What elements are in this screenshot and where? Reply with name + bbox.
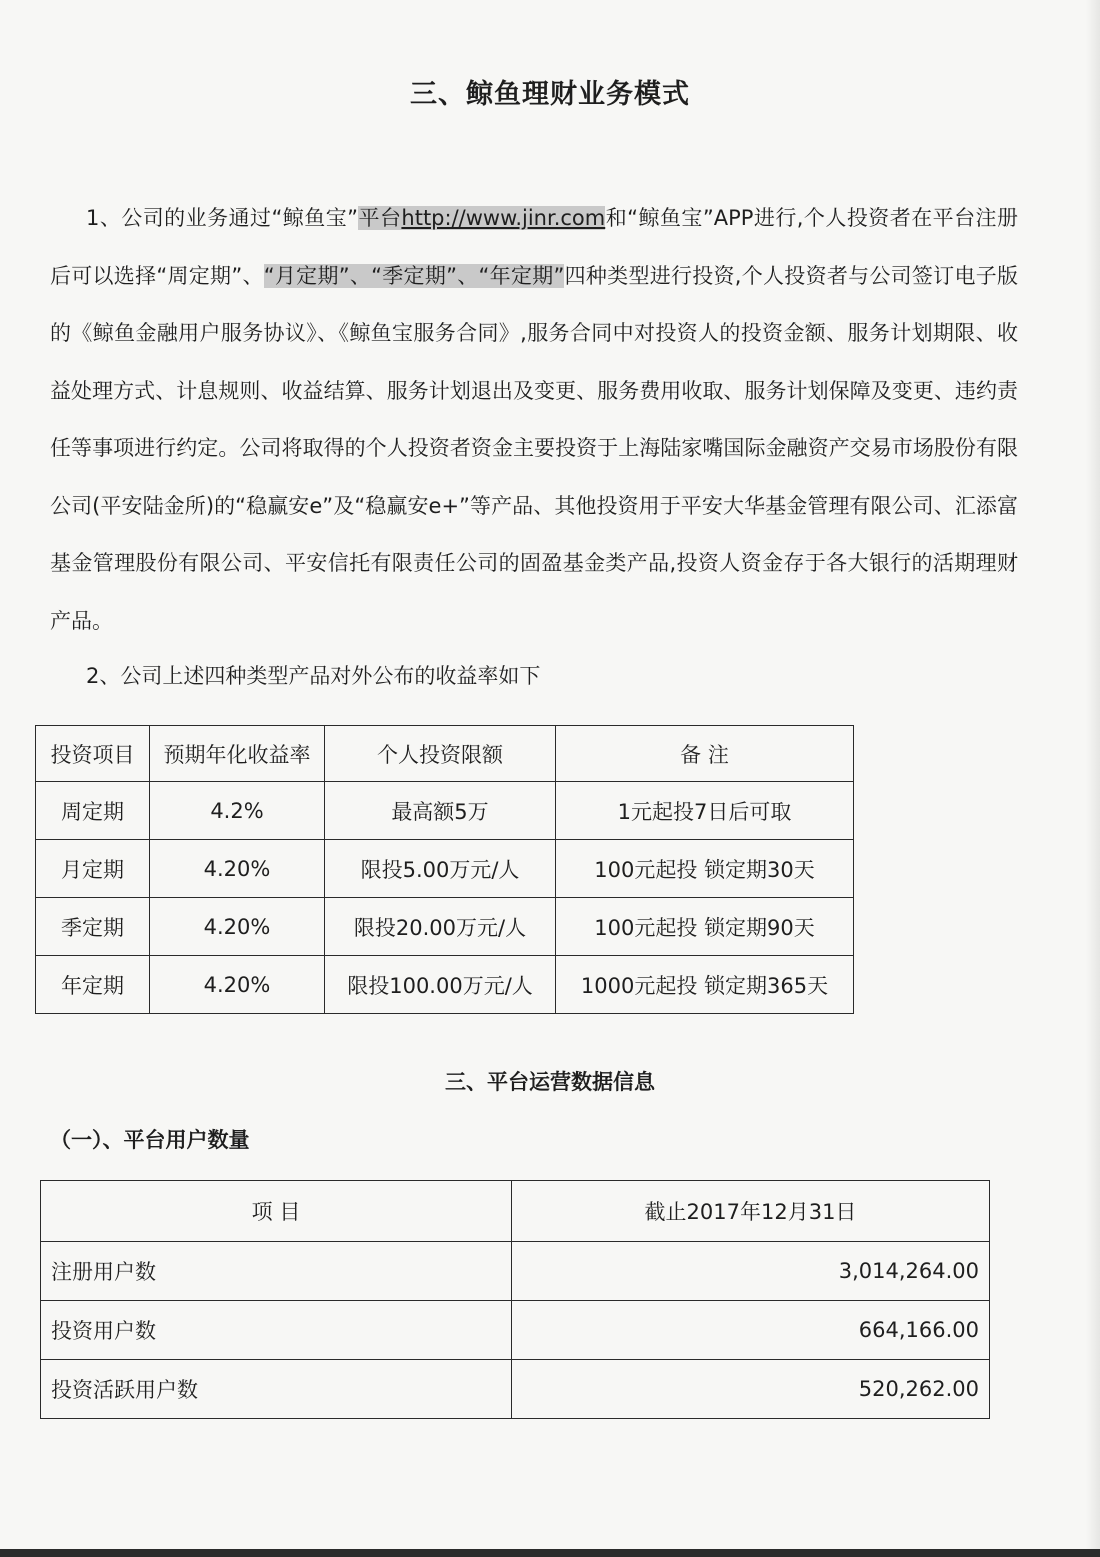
- para-text: 1、公司的业务通过: [86, 206, 272, 230]
- table-cell: 4.20%: [150, 956, 325, 1014]
- scan-edge-shadow: [1086, 0, 1100, 1550]
- col-header: 截止2017年12月31日: [512, 1181, 990, 1242]
- col-header: 投资项目: [36, 726, 150, 782]
- subsection-title: （一）、平台用户数量: [50, 1128, 250, 1152]
- table-cell: 最高额5万: [325, 782, 556, 840]
- highlighted-text: 平台: [358, 206, 402, 230]
- para-text: “鲸鱼宝”: [627, 206, 714, 230]
- table-cell: 4.2%: [150, 782, 325, 840]
- separator: 、: [456, 263, 479, 288]
- table-cell: 季定期: [36, 898, 150, 956]
- rate-table: [35, 725, 854, 1014]
- table-row: [41, 1360, 990, 1419]
- table-cell: 1元起投7日后可取: [556, 782, 854, 840]
- table-cell: 100元起投 锁定期30天: [556, 840, 854, 898]
- separator: 、: [242, 263, 264, 288]
- table-row: [36, 956, 854, 1014]
- para-text: 和: [605, 206, 628, 230]
- table-cell: 周定期: [36, 782, 150, 840]
- para-text: APP进行,个人投资者在平台注册后可以选择: [50, 206, 1019, 288]
- table-cell: 投资活跃用户数: [41, 1360, 512, 1419]
- scan-bottom-edge: [0, 1549, 1100, 1557]
- table-cell: 注册用户数: [41, 1242, 512, 1301]
- table-row: [41, 1242, 990, 1301]
- product-monthly: “月定期”: [263, 263, 350, 288]
- paragraph-rates-intro: 2、公司上述四种类型产品对外公布的收益率如下: [86, 664, 541, 688]
- product-quarterly: “季定期”: [371, 263, 457, 288]
- table-header-row: [36, 726, 854, 782]
- table-cell: 1000元起投 锁定期365天: [556, 956, 854, 1014]
- table-header-row: [41, 1181, 990, 1242]
- table-cell: 520,262.00: [512, 1360, 990, 1419]
- col-header: 预期年化收益率: [150, 726, 325, 782]
- section-title: 三、平台运营数据信息: [445, 1070, 655, 1094]
- table-cell: 投资用户数: [41, 1301, 512, 1360]
- table-cell: 月定期: [36, 840, 150, 898]
- product-yearly: “年定期”: [478, 263, 565, 288]
- col-header: 项 目: [41, 1181, 512, 1242]
- table-cell: 限投100.00万元/人: [325, 956, 556, 1014]
- table-cell: 3,014,264.00: [512, 1242, 990, 1301]
- website-link[interactable]: http://www.jinr.com: [401, 206, 606, 230]
- para-text: “鲸鱼宝”: [271, 206, 359, 230]
- table-cell: 4.20%: [150, 840, 325, 898]
- table-row: [36, 840, 854, 898]
- page-title: 三、鲸鱼理财业务模式: [410, 79, 690, 110]
- col-header: 备 注: [556, 726, 854, 782]
- table-cell: 100元起投 锁定期90天: [556, 898, 854, 956]
- col-header: 个人投资限额: [325, 726, 556, 782]
- table-row: [36, 898, 854, 956]
- table-cell: 664,166.00: [512, 1301, 990, 1360]
- product-weekly: “周定期”: [156, 263, 243, 288]
- para-text: 四种类型进行投资,个人投资者与公司签订电子版的《鲸鱼金融用户服务协议》、《鲸鱼宝服务合同》,服务合同中对投资人的投资金额、服务计划期限、收益处理方式、计息规则、收益结算、服务计划退出及变更、服务费用收取、服务计划保障及变更、违约责任等事项进行约定。公司将取得的个人投资者资金主要投资于上海陆家嘴国际金融资产交易市场股份有限公司(平安陆金所)的“稳赢安e”及“稳赢安e+”等产品、其他投资用于平安大华基金管理有限公司、汇添富基金管理股份有限公司、平安信托有限责任公司的固盈基金类产品,投资人资金存于各大银行的活期理财产品。: [50, 263, 1018, 633]
- table-row: [41, 1301, 990, 1360]
- separator: 、: [349, 263, 372, 288]
- user-count-table: [40, 1180, 990, 1419]
- table-cell: 限投5.00万元/人: [325, 840, 556, 898]
- table-cell: 4.20%: [150, 898, 325, 956]
- table-cell: 限投20.00万元/人: [325, 898, 556, 956]
- table-cell: 年定期: [36, 956, 150, 1014]
- paragraph-business-model: [50, 190, 1018, 650]
- table-row: [36, 782, 854, 840]
